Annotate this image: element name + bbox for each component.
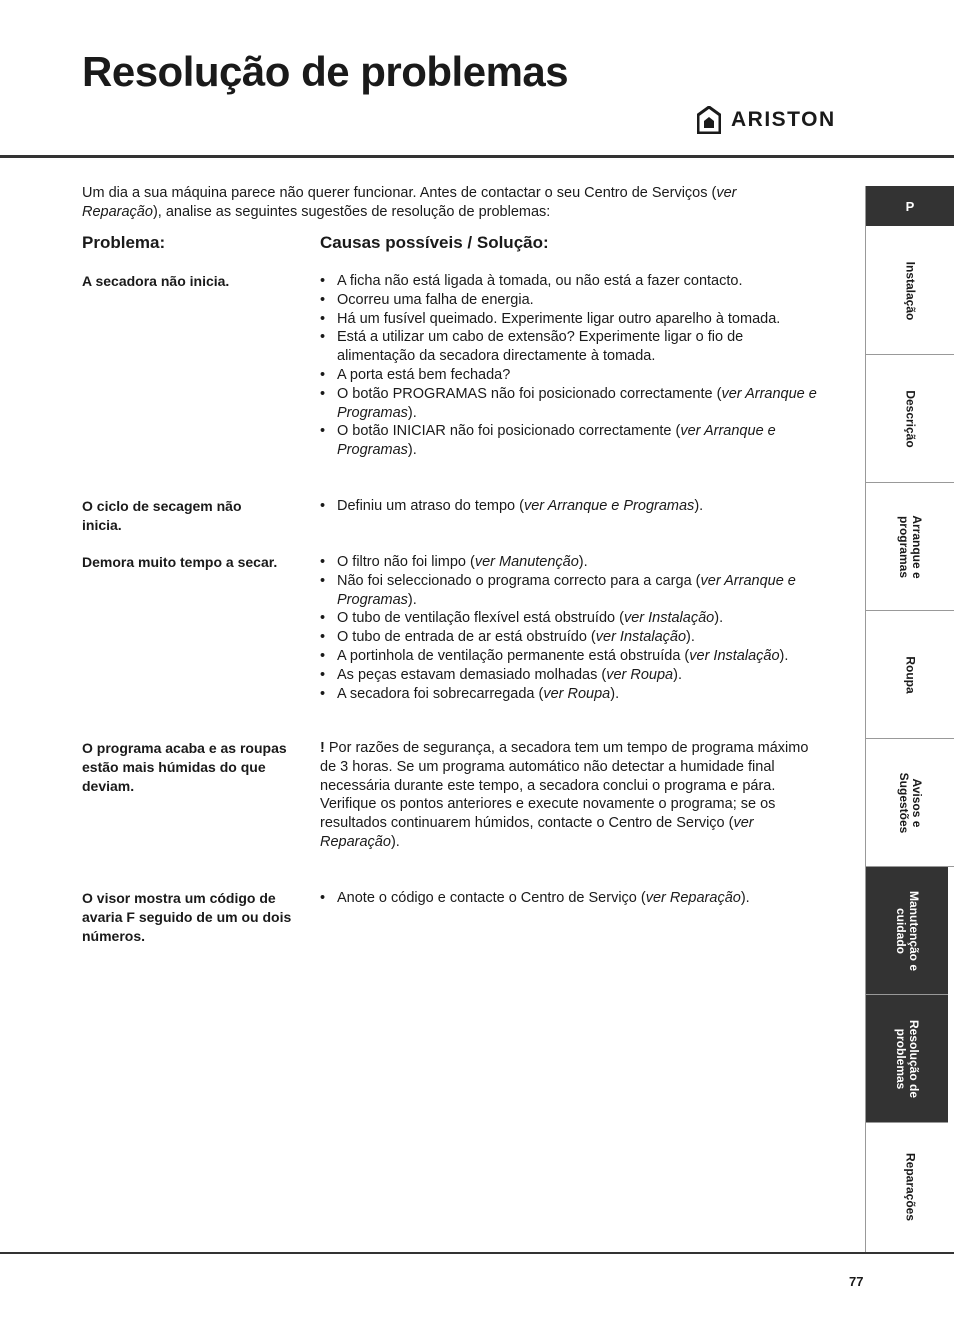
tab-instalacao[interactable]: Instalação <box>866 227 954 355</box>
language-tab: P <box>866 186 954 226</box>
list-item: • A secadora foi sobrecarregada (ver Roupa). <box>320 685 825 704</box>
list-item: • O filtro não foi limpo (ver Manutenção). <box>320 553 825 572</box>
tab-reparacoes[interactable]: Reparações <box>903 1152 918 1222</box>
page-title: Resolução de problemas <box>82 48 569 95</box>
problem-label: O programa acaba e as roupas estão mais húmidas do que deviam. <box>82 740 287 794</box>
header-divider <box>0 155 954 158</box>
list-item: • A porta está bem fechada? <box>320 366 825 385</box>
list-item: • Definiu um atraso do tempo (ver Arranque e Programas). <box>320 497 825 516</box>
list-item: • Anote o código e contacte o Centro de Serviço (ver Reparação). <box>320 889 825 908</box>
list-item: • Há um fusível queimado. Experimente ligar outro aparelho à tomada. <box>320 310 825 329</box>
tab-resolucao-problemas[interactable]: Resolução de problemas <box>866 995 948 1123</box>
tab-roupa[interactable]: Roupa <box>866 611 954 739</box>
brand-logo <box>697 106 836 134</box>
tab-avisos-sugestoes[interactable]: Avisos e Sugestões <box>866 739 954 867</box>
intro-reference: ver Reparação <box>82 185 737 220</box>
list-item: • O botão INICIAR não foi posicionado correctamente (ver Arranque e Programas). <box>320 422 825 460</box>
solution-list <box>320 272 825 460</box>
tab-descricao[interactable]: Descrição <box>866 355 954 483</box>
problem-label: A secadora não inicia. <box>82 273 230 289</box>
problem-column-heading: Problema: <box>82 233 166 252</box>
solution-list <box>320 497 825 516</box>
solution-list <box>320 553 825 703</box>
page-number: 77 <box>849 1274 864 1289</box>
list-item: • A ficha não está ligada à tomada, ou não está a fazer contacto. <box>320 272 825 291</box>
problem-label: Demora muito tempo a secar. <box>82 554 278 570</box>
list-item: • As peças estavam demasiado molhadas (ver Roupa). <box>320 666 825 685</box>
solution-column-heading: Causas possíveis / Solução: <box>320 233 549 252</box>
list-item: • A portinhola de ventilação permanente está obstruída (ver Instalação). <box>320 647 825 666</box>
list-item: • Está a utilizar um cabo de extensão? Experimente ligar o fio de alimentação da secadora directamente à tomada. <box>320 328 825 366</box>
problem-label: O ciclo de secagem não inicia. <box>82 498 242 533</box>
list-item: • O botão PROGRAMAS não foi posicionado correctamente (ver Arranque e Programas). <box>320 385 825 423</box>
safety-note: ! Por razões de segurança, a secadora tem um tempo de programa máximo de 3 horas. Se um programa automático não detectar a humidade final necessária durante este tempo, a secadora conclui o programa e pára. Verifique os pontos anteriores e execute novamente o programa; se os resultados continuarem húmidos, contacte o Centro de Serviço (ver Reparação). <box>320 740 809 850</box>
solution-list <box>320 889 825 908</box>
list-item: • O tubo de ventilação flexível está obstruído (ver Instalação). <box>320 609 825 628</box>
list-item: • Não foi seleccionado o programa correcto para a carga (ver Arranque e Programas). <box>320 572 825 610</box>
tab-arranque-programas[interactable]: Arranque e programas <box>866 483 954 611</box>
problem-label: O visor mostra um código de avaria F seguido de um ou dois números. <box>82 890 292 944</box>
warning-mark: ! <box>320 740 325 756</box>
list-item: • Ocorreu uma falha de energia. <box>320 291 825 310</box>
footer-divider <box>0 1252 954 1254</box>
tab-manutencao-cuidado[interactable]: Manutenção e cuidado <box>866 867 948 995</box>
intro-text: Um dia a sua máquina parece não querer funcionar. Antes de contactar o seu Centro de Serviços (ver Reparação), analise as seguintes sugestões de resolução de problemas: <box>82 185 737 220</box>
brand-name: ARISTON <box>731 108 836 131</box>
list-item: • O tubo de entrada de ar está obstruído (ver Instalação). <box>320 628 825 647</box>
house-logo-icon <box>697 106 721 134</box>
